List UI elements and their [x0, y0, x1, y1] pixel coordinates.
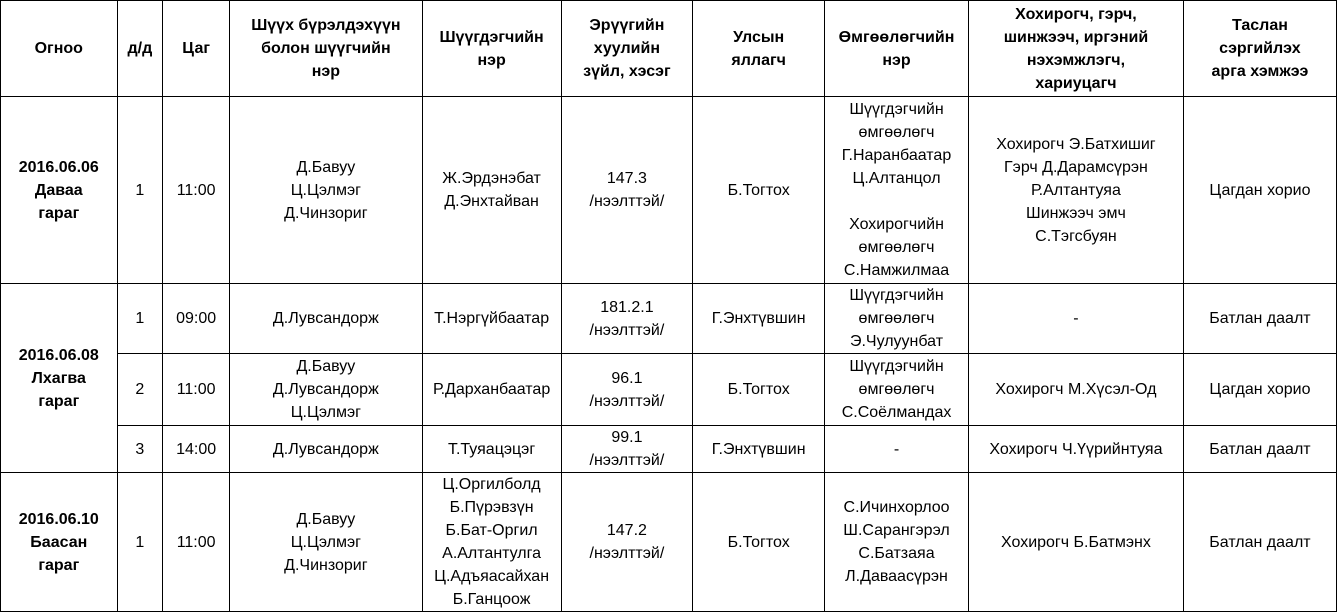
cell-judges: Д.Бавуу Ц.Цэлмэг Д.Чинзориг	[230, 473, 423, 612]
table-row	[1, 97, 1337, 284]
cell-time: 14:00	[163, 426, 230, 473]
header-judges: Шүүх бүрэлдэхүүн болон шүүгчийн нэр	[230, 1, 423, 97]
table-row	[1, 426, 1337, 473]
cell-defendants: Т.Туяацэцэг	[422, 426, 561, 473]
cell-judges: Д.Бавуу Д.Лувсандорж Ц.Цэлмэг	[230, 354, 423, 426]
cell-article: 147.3 /нээлттэй/	[561, 97, 693, 284]
day-date: 2016.06.10 Баасан гараг	[1, 473, 118, 612]
header-date: Огноо	[1, 1, 118, 97]
cell-lawyers: С.Ичинхорлоо Ш.Сарангэрэл С.Батзаяа Л.Даваасүрэн	[825, 473, 969, 612]
cell-lawyers: -	[825, 426, 969, 473]
cell-defendants: Р.Дарханбаатар	[422, 354, 561, 426]
cell-time: 11:00	[163, 97, 230, 284]
header-row	[1, 1, 1337, 97]
header-lawyers: Өмгөөлөгчийн нэр	[825, 1, 969, 97]
cell-parties: Хохирогч М.Хүсэл-Од	[968, 354, 1183, 426]
header-parties: Хохирогч, гэрч, шинжээч, иргэний нэхэмжлэгч, хариуцагч	[968, 1, 1183, 97]
day-date: 2016.06.06 Даваа гараг	[1, 97, 118, 284]
cell-defendants: Т.Нэргүйбаатар	[422, 284, 561, 354]
cell-article: 181.2.1 /нээлттэй/	[561, 284, 693, 354]
cell-time: 11:00	[163, 354, 230, 426]
cell-measure: Цагдан хорио	[1183, 97, 1336, 284]
cell-judges: Д.Бавуу Ц.Цэлмэг Д.Чинзориг	[230, 97, 423, 284]
cell-parties: Хохирогч Б.Батмэнх	[968, 473, 1183, 612]
cell-num: 2	[117, 354, 163, 426]
cell-num: 1	[117, 97, 163, 284]
day-date: 2016.06.08 Лхагва гараг	[1, 284, 118, 473]
cell-prosecutor: Б.Тогтох	[693, 473, 825, 612]
header-num: д/д	[117, 1, 163, 97]
header-time: Цаг	[163, 1, 230, 97]
cell-num: 1	[117, 284, 163, 354]
cell-prosecutor: Г.Энхтүвшин	[693, 284, 825, 354]
cell-time: 09:00	[163, 284, 230, 354]
header-defendants: Шүүгдэгчийн нэр	[422, 1, 561, 97]
cell-parties: -	[968, 284, 1183, 354]
header-prosecutor: Улсын яллагч	[693, 1, 825, 97]
cell-parties: Хохирогч Э.Батхишиг Гэрч Д.Дарамсүрэн Р.Алтантуяа Шинжээч эмч С.Тэгсбуян	[968, 97, 1183, 284]
table-row	[1, 473, 1337, 612]
cell-measure: Батлан даалт	[1183, 473, 1336, 612]
header-measure: Таслан сэргийлэх арга хэмжээ	[1183, 1, 1336, 97]
cell-measure: Цагдан хорио	[1183, 354, 1336, 426]
cell-article: 96.1 /нээлттэй/	[561, 354, 693, 426]
cell-prosecutor: Б.Тогтох	[693, 97, 825, 284]
cell-prosecutor: Б.Тогтох	[693, 354, 825, 426]
cell-prosecutor: Г.Энхтүвшин	[693, 426, 825, 473]
cell-num: 3	[117, 426, 163, 473]
cell-parties: Хохирогч Ч.Үүрийнтуяа	[968, 426, 1183, 473]
cell-defendants: Ц.Оргилболд Б.Пүрэвзүн Б.Бат-Оргил А.Алтантулга Ц.Адъяасайхан Б.Ганцоож	[422, 473, 561, 612]
cell-measure: Батлан даалт	[1183, 284, 1336, 354]
cell-time: 11:00	[163, 473, 230, 612]
cell-measure: Батлан даалт	[1183, 426, 1336, 473]
cell-lawyers: Шүүгдэгчийн өмгөөлөгч С.Соёлмандах	[825, 354, 969, 426]
cell-article: 147.2 /нээлттэй/	[561, 473, 693, 612]
header-article: Эрүүгийн хуулийн зүйл, хэсэг	[561, 1, 693, 97]
cell-num: 1	[117, 473, 163, 612]
cell-judges: Д.Лувсандорж	[230, 426, 423, 473]
cell-judges: Д.Лувсандорж	[230, 284, 423, 354]
cell-article: 99.1 /нээлттэй/	[561, 426, 693, 473]
table-row	[1, 354, 1337, 426]
cell-defendants: Ж.Эрдэнэбат Д.Энхтайван	[422, 97, 561, 284]
cell-lawyers: Шүүгдэгчийн өмгөөлөгч Э.Чулуунбат	[825, 284, 969, 354]
cell-lawyers: Шүүгдэгчийн өмгөөлөгч Г.Наранбаатар Ц.Алтанцол Хохирогчийн өмгөөлөгч С.Намжилмаа	[825, 97, 969, 284]
table-row	[1, 284, 1337, 354]
